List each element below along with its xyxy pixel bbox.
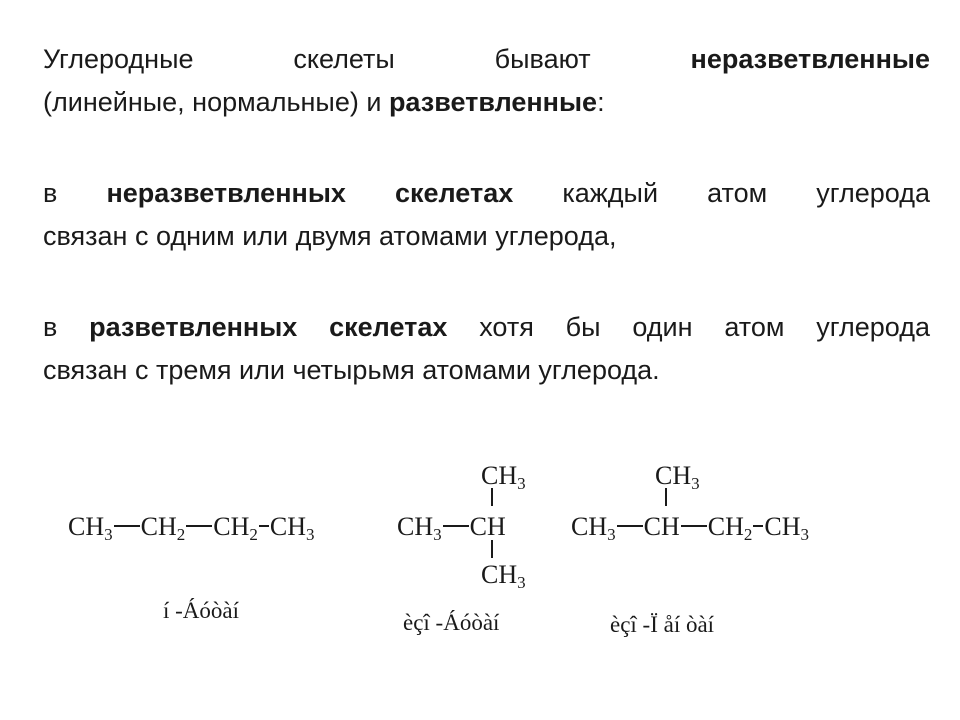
text-word: бывают bbox=[494, 44, 591, 74]
text-span: каждый атом углерода bbox=[513, 178, 930, 208]
caption-isobutane: èçî -Áóòàí bbox=[403, 610, 500, 635]
group-ch3-top bbox=[481, 461, 526, 493]
subscript: 3 bbox=[691, 474, 700, 493]
bond-line bbox=[617, 525, 643, 527]
group-ch3: CH bbox=[481, 560, 518, 589]
subscript: 2 bbox=[249, 525, 258, 544]
group-ch3: CH bbox=[68, 512, 105, 541]
formula-isobutane bbox=[397, 512, 506, 544]
group-ch: CH bbox=[469, 512, 506, 541]
text-span: в bbox=[43, 312, 90, 342]
group-ch2: CH bbox=[140, 512, 177, 541]
group-ch2: CH bbox=[707, 512, 744, 541]
paragraph-skeleton-types bbox=[43, 38, 930, 124]
bond-line bbox=[259, 525, 269, 527]
group-ch3-bottom bbox=[481, 560, 526, 592]
formula-butane bbox=[68, 512, 315, 544]
bond-line bbox=[186, 525, 212, 527]
bond-vertical bbox=[491, 488, 493, 506]
bond-line bbox=[443, 525, 469, 527]
group-ch3: CH bbox=[397, 512, 434, 541]
subscript: 3 bbox=[607, 525, 616, 544]
paragraph-line bbox=[43, 38, 930, 81]
bold-term-branched-skeletons: разветвленных скелетах bbox=[89, 312, 448, 342]
text-word: Углеродные bbox=[43, 44, 194, 74]
paragraph-unbranched-definition bbox=[43, 172, 930, 258]
subscript: 3 bbox=[517, 573, 526, 592]
subscript: 3 bbox=[800, 525, 809, 544]
text-span: : bbox=[597, 87, 605, 117]
group-ch3: CH bbox=[481, 461, 518, 490]
subscript: 3 bbox=[517, 474, 526, 493]
subscript: 2 bbox=[743, 525, 753, 544]
group-ch3: CH bbox=[269, 512, 306, 541]
paragraph-line bbox=[43, 81, 930, 124]
bond-vertical bbox=[665, 488, 667, 506]
caption-isopentane: èçî -Ï åí òàí bbox=[610, 612, 715, 637]
caption-butane: í -Áóòàí bbox=[163, 598, 240, 623]
group-ch3: CH bbox=[655, 461, 692, 490]
subscript: 3 bbox=[306, 525, 315, 544]
group-ch3-top bbox=[655, 461, 700, 493]
paragraph-line: связан с одним или двумя атомами углерода, bbox=[43, 221, 617, 251]
group-ch: CH bbox=[643, 512, 680, 541]
group-ch3: CH bbox=[571, 512, 608, 541]
group-ch2: CH bbox=[213, 512, 250, 541]
text-span: (линейные, нормальные) и bbox=[43, 87, 389, 117]
paragraph-line bbox=[43, 306, 930, 349]
group-ch3: CH bbox=[764, 512, 801, 541]
paragraph-line: связан с тремя или четырьмя атомами углерода. bbox=[43, 355, 660, 385]
bold-term-unbranched-skeletons: неразветвленных скелетах bbox=[106, 178, 514, 208]
text-word: скелеты bbox=[293, 44, 395, 74]
paragraph-line bbox=[43, 172, 930, 215]
bond-line bbox=[753, 525, 763, 527]
subscript: 2 bbox=[176, 525, 186, 544]
subscript: 3 bbox=[104, 525, 113, 544]
paragraph-branched-definition bbox=[43, 306, 930, 392]
text-span: хотя бы один атом углерода bbox=[447, 312, 930, 342]
bond-line bbox=[114, 525, 140, 527]
formula-isopentane bbox=[571, 512, 809, 544]
text-span: в bbox=[43, 178, 107, 208]
bond-vertical bbox=[491, 540, 493, 558]
subscript: 3 bbox=[433, 525, 442, 544]
bold-term-unbranched: неразветвленные bbox=[690, 44, 930, 74]
bold-term-branched: разветвленные bbox=[388, 87, 598, 117]
bond-line bbox=[681, 525, 707, 527]
